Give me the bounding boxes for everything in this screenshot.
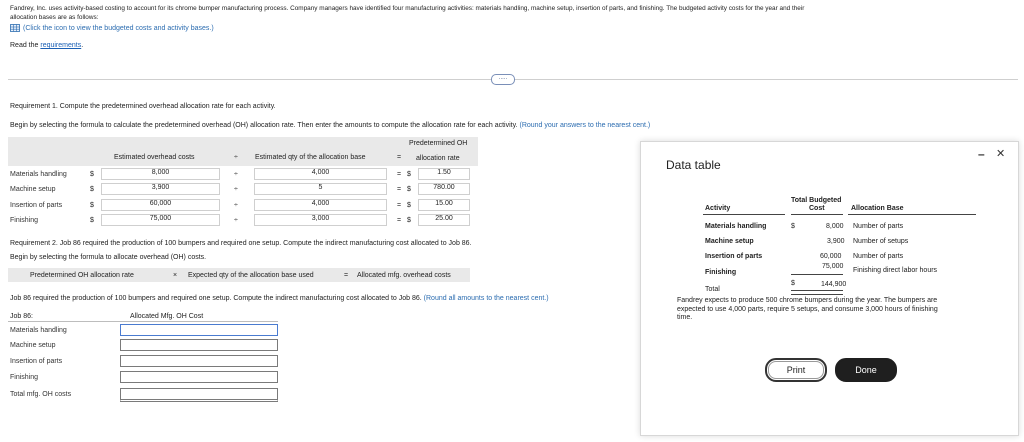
total-currency: $	[791, 280, 795, 287]
rate-row-label: Materials handling	[10, 171, 67, 178]
req1-title: Requirement 1. Compute the predetermined overhead allocation rate for each activity.	[10, 103, 276, 110]
requirements-link[interactable]: requirements	[40, 42, 82, 49]
formula-times: ×	[173, 272, 178, 279]
print-label: Print	[786, 365, 806, 375]
rate-row-label: Machine setup	[10, 186, 56, 193]
allocation-qty-value: 4,000	[311, 200, 330, 207]
data-row-activity: Materials handling	[705, 223, 767, 230]
header-underline	[703, 214, 785, 215]
rate-row-op: ÷	[234, 171, 238, 178]
rate-row-currency: $	[90, 202, 94, 209]
allocation-rate-input[interactable]	[418, 183, 470, 195]
job-alloc-input-total[interactable]	[120, 388, 278, 402]
job-text	[10, 295, 549, 302]
job-text-body: Job 86 required the production of 100 bumpers and required one setup. Compute the indirect manufacturing cost allocated to Job 86.	[10, 295, 422, 302]
total-double-rule	[791, 290, 843, 295]
note-line-2: expected to use 4,000 parts, require 5 setups, and consume 3,000 hours of finishing	[677, 306, 938, 313]
formula-rate-label: Predetermined OH allocation rate	[30, 272, 134, 279]
done-button[interactable]	[835, 358, 897, 382]
data-row-activity: Insertion of parts	[705, 253, 763, 260]
allocation-qty-value: 4,000	[311, 169, 330, 176]
job-alloc-input-materials[interactable]	[120, 324, 278, 336]
data-row-activity: Machine setup	[705, 238, 754, 245]
overhead-cost-value: 60,000	[149, 200, 172, 207]
data-row-cost: 60,000	[820, 253, 842, 260]
allocation-qty-input[interactable]	[254, 183, 387, 195]
data-row-activity: Finishing	[705, 269, 737, 276]
col-header-op-div: ÷	[234, 154, 238, 161]
job-header-line	[8, 321, 278, 322]
job-row-label: Machine setup	[10, 342, 56, 349]
rate-row-currency-2: $	[407, 217, 411, 224]
col-header-costs: Estimated overhead costs	[114, 154, 195, 161]
rate-row-label: Finishing	[10, 217, 39, 224]
allocation-rate-value: 1.50	[437, 169, 451, 176]
click-note: (Click the icon to view the budgeted costs and activity bases.)	[23, 24, 214, 32]
data-row-cost: 3,900	[827, 238, 845, 245]
intro-line-2: allocation bases are as follows:	[10, 14, 99, 21]
job-alloc-input-insertion[interactable]	[120, 355, 278, 367]
overhead-cost-input[interactable]	[101, 183, 220, 195]
data-row-base: Number of parts	[853, 223, 904, 230]
close-icon[interactable]: ✕	[996, 148, 1006, 160]
dialog-title: Data table	[666, 158, 721, 172]
col-header-qty: Estimated qty of the allocation base	[255, 154, 366, 161]
overhead-cost-value: 3,900	[151, 184, 170, 191]
table-icon[interactable]	[10, 24, 20, 32]
job-row-label: Materials handling	[10, 327, 67, 334]
job-alloc-input-finishing[interactable]	[120, 371, 278, 383]
rate-row-currency-2: $	[407, 202, 411, 209]
header-cost-2: Cost	[809, 205, 825, 212]
alloc-header: Allocated Mfg. OH Cost	[130, 313, 204, 320]
ellipsis-icon: .....	[498, 75, 508, 81]
req2-instruction: Begin by selecting the formula to allocate overhead (OH) costs.	[10, 254, 207, 261]
rate-row-op: ÷	[234, 217, 238, 224]
header-underline	[848, 214, 976, 215]
col-header-rate-2: allocation rate	[416, 155, 460, 162]
data-table-link[interactable]	[10, 24, 214, 32]
overhead-cost-input[interactable]	[101, 168, 220, 180]
data-row-base: Number of parts	[853, 253, 904, 260]
job-header: Job 86:	[10, 313, 33, 320]
data-row-base: Number of setups	[853, 238, 909, 245]
header-activity: Activity	[705, 205, 731, 212]
done-label: Done	[855, 365, 877, 375]
rate-row-currency: $	[90, 186, 94, 193]
rate-row-currency-2: $	[407, 171, 411, 178]
rate-row-label: Insertion of parts	[10, 202, 63, 209]
note-line-1: Fandrey expects to produce 500 chrome bumpers during the year. The bumpers are	[677, 297, 938, 304]
allocation-rate-value: 15.00	[435, 200, 453, 207]
rate-row-eq: =	[397, 217, 402, 224]
rate-row-currency: $	[90, 217, 94, 224]
allocation-rate-input[interactable]	[418, 168, 470, 180]
job-round-note: (Round all amounts to the nearest cent.)	[423, 295, 549, 302]
print-button[interactable]	[765, 358, 827, 382]
read-suffix: .	[81, 42, 84, 49]
total-cost: 144,900	[821, 281, 847, 288]
req1-instruction	[10, 122, 650, 129]
note-line-3: time.	[677, 314, 693, 321]
data-row-cost: 75,000	[822, 263, 844, 270]
overhead-cost-input[interactable]	[101, 214, 220, 226]
expand-button[interactable]	[491, 74, 515, 85]
data-table-dialog	[640, 141, 1019, 436]
allocation-rate-value: 25.00	[435, 215, 453, 222]
allocation-qty-input[interactable]	[254, 214, 387, 226]
job-alloc-input-setup[interactable]	[120, 339, 278, 351]
rate-row-op: ÷	[234, 202, 238, 209]
allocation-qty-input[interactable]	[254, 199, 387, 211]
read-prefix: Read the	[10, 42, 41, 49]
formula-result-label: Allocated mfg. overhead costs	[357, 272, 451, 279]
formula-qty-label: Expected qty of the allocation base used	[188, 272, 314, 279]
allocation-rate-value: 780.00	[433, 184, 455, 191]
header-base: Allocation Base	[851, 205, 904, 212]
job-row-label: Finishing	[10, 374, 39, 381]
req1-round-note: (Round your answers to the nearest cent.)	[519, 122, 651, 129]
total-label: Total	[705, 286, 720, 293]
rate-row-eq: =	[397, 186, 402, 193]
rate-row-eq: =	[397, 202, 402, 209]
allocation-rate-input[interactable]	[418, 214, 470, 226]
overhead-cost-value: 75,000	[149, 215, 172, 222]
allocation-rate-input[interactable]	[418, 199, 470, 211]
data-row-cost: 8,000	[826, 223, 844, 230]
overhead-cost-value: 8,000	[151, 169, 170, 176]
intro-line-1: Fandrey, Inc. uses activity-based costing to account for its chrome bumper manufacturing process. Company managers have identified four manufacturing activities: materials handling, machine setup, insertion of parts, and finishing. The budgeted activity costs for the year and their	[10, 5, 805, 12]
rate-row-currency-2: $	[407, 186, 411, 193]
req1-instruction-text: Begin by selecting the formula to calculate the predetermined overhead (OH) allocation rate. Then enter the amounts to compute the allocation rate for each activity.	[10, 122, 518, 129]
overhead-cost-input[interactable]	[101, 199, 220, 211]
rate-row-currency: $	[90, 171, 94, 178]
req2-title: Requirement 2. Job 86 required the production of 100 bumpers and required one setup. Compute the indirect manufacturing cost allocated to Job 86.	[10, 240, 472, 247]
data-row-currency: $	[791, 223, 795, 230]
formula-header-band	[8, 137, 478, 166]
rate-row-op: ÷	[234, 186, 238, 193]
minimize-icon[interactable]: –	[978, 147, 985, 161]
header-underline	[791, 214, 843, 215]
read-requirements-line	[10, 42, 83, 49]
rate-row-eq: =	[397, 171, 402, 178]
data-row-base: Finishing direct labor hours	[853, 267, 938, 274]
allocation-qty-value: 5	[318, 184, 323, 191]
col-header-rate-1: Predetermined OH	[409, 140, 468, 147]
allocation-qty-value: 3,000	[311, 215, 330, 222]
col-header-op-eq: =	[397, 154, 402, 161]
formula-equals: =	[344, 272, 349, 279]
allocation-qty-input[interactable]	[254, 168, 387, 180]
total-rule	[791, 274, 843, 275]
job-row-label: Insertion of parts	[10, 358, 63, 365]
job-row-label: Total mfg. OH costs	[10, 391, 72, 398]
header-cost-1: Total Budgeted	[791, 197, 842, 204]
